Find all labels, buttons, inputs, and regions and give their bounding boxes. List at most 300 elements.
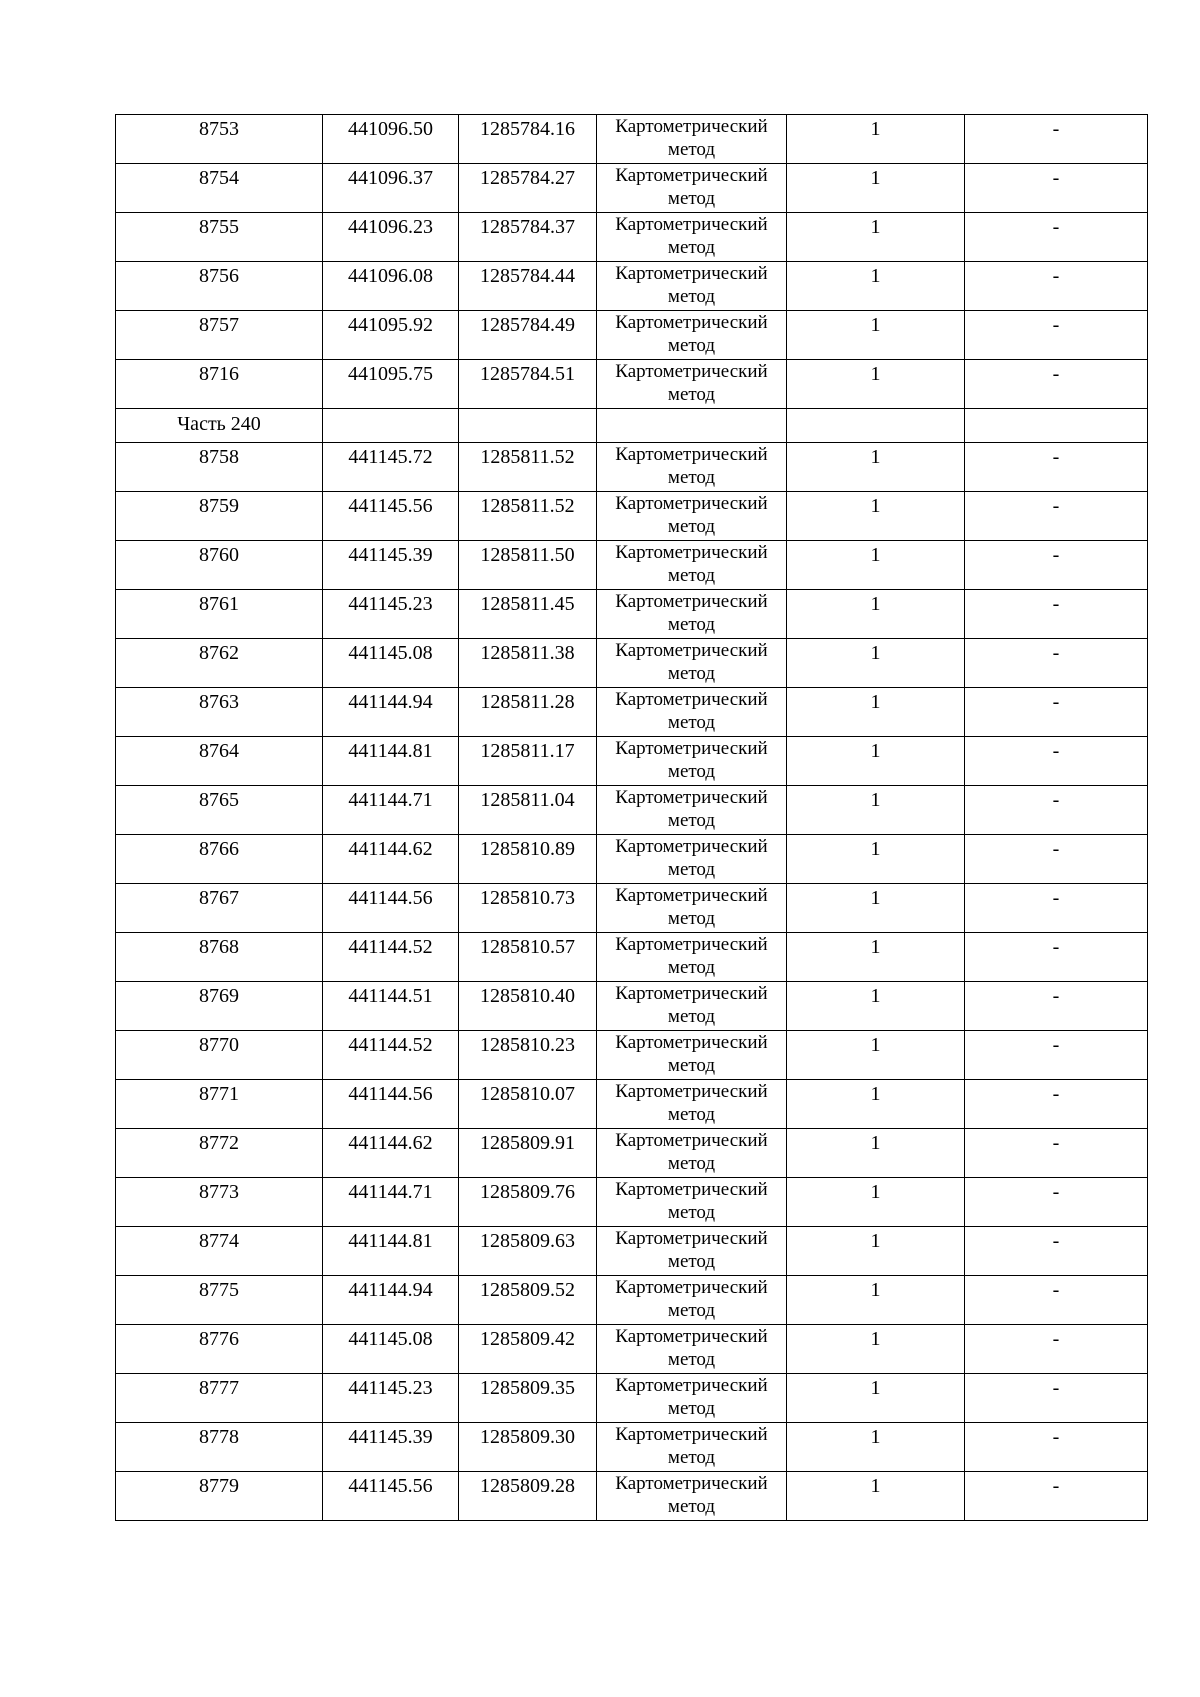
table-row: [116, 443, 1148, 492]
method-cell-value: Картометрический метод: [615, 689, 768, 733]
accuracy-cell-value: 1: [870, 642, 881, 664]
y-coordinate-cell-value: 1285811.45: [480, 593, 575, 615]
point-number-cell: [116, 311, 323, 360]
point-number-cell: [116, 835, 323, 884]
x-coordinate-cell-value: 441145.08: [348, 1328, 433, 1350]
method-cell-value: Картометрический метод: [615, 116, 768, 160]
y-coordinate-cell-value: 1285810.73: [480, 887, 575, 909]
table-row: [116, 1374, 1148, 1423]
method-cell-value: Картометрический метод: [615, 542, 768, 586]
accuracy-cell: [787, 1374, 965, 1423]
point-number-cell-value: 8776: [199, 1328, 239, 1350]
accuracy-cell: [787, 982, 965, 1031]
y-coordinate-cell: [459, 1129, 597, 1178]
point-number-cell-value: 8761: [199, 593, 239, 615]
x-coordinate-cell-value: 441144.71: [348, 789, 433, 811]
table-row: [116, 688, 1148, 737]
method-cell-value: Картометрический метод: [615, 165, 768, 209]
accuracy-cell: [787, 1325, 965, 1374]
x-coordinate-cell-value: 441145.39: [348, 544, 433, 566]
accuracy-cell-value: 1: [870, 1181, 881, 1203]
note-cell-value: -: [1052, 593, 1060, 615]
x-coordinate-cell-value: 441144.62: [348, 1132, 433, 1154]
table-row: [116, 884, 1148, 933]
table-row: [116, 1276, 1148, 1325]
x-coordinate-cell: [323, 1276, 459, 1325]
point-number-cell-value: 8767: [199, 887, 239, 909]
method-cell-value: Картометрический метод: [615, 1179, 768, 1223]
x-coordinate-cell-value: 441096.37: [348, 167, 433, 189]
accuracy-cell-value: 1: [870, 1377, 881, 1399]
point-number-cell: [116, 933, 323, 982]
method-cell-value: Картометрический метод: [615, 738, 768, 782]
point-number-cell-value: 8766: [199, 838, 239, 860]
x-coordinate-cell: [323, 1472, 459, 1521]
note-cell-value: -: [1052, 1279, 1060, 1301]
table-row: [116, 213, 1148, 262]
note-cell: [965, 541, 1148, 590]
point-number-cell-value: 8769: [199, 985, 239, 1007]
point-number-cell: [116, 1129, 323, 1178]
method-cell-value: Картометрический метод: [615, 1473, 768, 1517]
section-label-cell: [116, 409, 323, 443]
point-number-cell: [116, 590, 323, 639]
x-coordinate-cell: [323, 884, 459, 933]
y-coordinate-cell-value: 1285810.23: [480, 1034, 575, 1056]
x-coordinate-cell: [323, 164, 459, 213]
note-cell: [965, 639, 1148, 688]
method-cell: [597, 933, 787, 982]
y-coordinate-cell: [459, 311, 597, 360]
accuracy-cell-value: 1: [870, 1475, 881, 1497]
accuracy-cell: [787, 1472, 965, 1521]
note-cell-value: -: [1052, 1377, 1060, 1399]
x-coordinate-cell-value: 441145.56: [348, 1475, 433, 1497]
point-number-cell: [116, 1178, 323, 1227]
y-coordinate-cell: [459, 639, 597, 688]
note-cell-value: -: [1052, 1034, 1060, 1056]
accuracy-cell: [787, 786, 965, 835]
y-coordinate-cell: [459, 164, 597, 213]
note-cell-value: -: [1052, 1328, 1060, 1350]
method-cell: [597, 360, 787, 409]
accuracy-cell: [787, 1276, 965, 1325]
method-cell-value: Картометрический метод: [615, 263, 768, 307]
note-cell-value: -: [1052, 1230, 1060, 1252]
x-coordinate-cell-value: 441145.08: [348, 642, 433, 664]
x-coordinate-cell-value: 441144.56: [348, 1083, 433, 1105]
x-coordinate-cell-value: 441145.56: [348, 495, 433, 517]
accuracy-cell-value: 1: [870, 216, 881, 238]
y-coordinate-cell: [459, 213, 597, 262]
method-cell-value: Картометрический метод: [615, 934, 768, 978]
accuracy-cell-value: 1: [870, 544, 881, 566]
method-cell: [597, 492, 787, 541]
y-coordinate-cell-value: 1285784.37: [480, 216, 575, 238]
table-row: [116, 541, 1148, 590]
table-row: [116, 590, 1148, 639]
accuracy-cell-value: 1: [870, 936, 881, 958]
y-coordinate-cell-value: 1285810.40: [480, 985, 575, 1007]
y-coordinate-cell-value: 1285811.38: [480, 642, 575, 664]
method-cell: [597, 1472, 787, 1521]
note-cell-value: -: [1052, 936, 1060, 958]
y-coordinate-cell-value: 1285811.50: [480, 544, 575, 566]
method-cell: [597, 213, 787, 262]
accuracy-cell: [787, 1031, 965, 1080]
point-number-cell-value: 8755: [199, 216, 239, 238]
point-number-cell-value: 8754: [199, 167, 239, 189]
y-coordinate-cell: [459, 1178, 597, 1227]
x-coordinate-cell: [323, 982, 459, 1031]
note-cell: [965, 1374, 1148, 1423]
accuracy-cell-value: 1: [870, 985, 881, 1007]
x-coordinate-cell: [323, 541, 459, 590]
y-coordinate-cell: [459, 1423, 597, 1472]
x-coordinate-cell-value: 441144.94: [348, 691, 433, 713]
y-coordinate-cell: [459, 1276, 597, 1325]
note-cell: [965, 835, 1148, 884]
method-cell-value: Картометрический метод: [615, 1375, 768, 1419]
accuracy-cell-value: 1: [870, 838, 881, 860]
point-number-cell-value: 8774: [199, 1230, 239, 1252]
x-coordinate-cell: [323, 688, 459, 737]
x-coordinate-cell: [323, 115, 459, 164]
note-cell-value: -: [1052, 985, 1060, 1007]
method-cell-value: Картометрический метод: [615, 1277, 768, 1321]
method-cell-value: Картометрический метод: [615, 591, 768, 635]
note-cell: [965, 213, 1148, 262]
y-coordinate-cell: [459, 737, 597, 786]
method-cell: [597, 1325, 787, 1374]
method-cell: [597, 164, 787, 213]
table-row: [116, 786, 1148, 835]
point-number-cell: [116, 213, 323, 262]
y-coordinate-cell-value: 1285809.30: [480, 1426, 575, 1448]
y-coordinate-cell-value: 1285784.49: [480, 314, 575, 336]
method-cell-value: Картометрический метод: [615, 214, 768, 258]
x-coordinate-cell-value: 441144.94: [348, 1279, 433, 1301]
note-cell-value: -: [1052, 265, 1060, 287]
note-cell: [965, 737, 1148, 786]
x-coordinate-cell: [323, 1423, 459, 1472]
point-number-cell-value: 8762: [199, 642, 239, 664]
accuracy-cell-value: 1: [870, 593, 881, 615]
note-cell: [965, 443, 1148, 492]
accuracy-cell: [787, 360, 965, 409]
note-cell: [965, 311, 1148, 360]
table-row: [116, 115, 1148, 164]
x-coordinate-cell: [323, 1178, 459, 1227]
accuracy-cell-value: 1: [870, 314, 881, 336]
y-coordinate-cell: [459, 1031, 597, 1080]
accuracy-cell: [787, 115, 965, 164]
x-coordinate-cell-value: 441095.75: [348, 363, 433, 385]
empty-cell: [787, 409, 965, 443]
note-cell: [965, 1325, 1148, 1374]
note-cell-value: -: [1052, 1426, 1060, 1448]
section-row: [116, 409, 1148, 443]
y-coordinate-cell-value: 1285784.27: [480, 167, 575, 189]
table-row: [116, 1129, 1148, 1178]
point-number-cell: [116, 1374, 323, 1423]
table-row: [116, 164, 1148, 213]
method-cell-value: Картометрический метод: [615, 1081, 768, 1125]
accuracy-cell-value: 1: [870, 789, 881, 811]
x-coordinate-cell: [323, 443, 459, 492]
y-coordinate-cell-value: 1285811.17: [480, 740, 575, 762]
accuracy-cell: [787, 1080, 965, 1129]
accuracy-cell-value: 1: [870, 446, 881, 468]
method-cell: [597, 982, 787, 1031]
note-cell-value: -: [1052, 167, 1060, 189]
x-coordinate-cell-value: 441096.08: [348, 265, 433, 287]
accuracy-cell-value: 1: [870, 1034, 881, 1056]
accuracy-cell: [787, 639, 965, 688]
y-coordinate-cell: [459, 443, 597, 492]
x-coordinate-cell-value: 441144.62: [348, 838, 433, 860]
note-cell: [965, 1080, 1148, 1129]
point-number-cell-value: 8773: [199, 1181, 239, 1203]
accuracy-cell: [787, 688, 965, 737]
method-cell: [597, 115, 787, 164]
y-coordinate-cell-value: 1285811.52: [480, 446, 575, 468]
point-number-cell: [116, 262, 323, 311]
method-cell-value: Картометрический метод: [615, 1032, 768, 1076]
accuracy-cell: [787, 492, 965, 541]
x-coordinate-cell: [323, 262, 459, 311]
y-coordinate-cell: [459, 688, 597, 737]
accuracy-cell-value: 1: [870, 1083, 881, 1105]
method-cell-value: Картометрический метод: [615, 787, 768, 831]
note-cell-value: -: [1052, 216, 1060, 238]
note-cell: [965, 164, 1148, 213]
accuracy-cell: [787, 1227, 965, 1276]
method-cell: [597, 884, 787, 933]
x-coordinate-cell: [323, 213, 459, 262]
method-cell-value: Картометрический метод: [615, 640, 768, 684]
y-coordinate-cell-value: 1285784.16: [480, 118, 575, 140]
y-coordinate-cell: [459, 360, 597, 409]
x-coordinate-cell-value: 441145.23: [348, 1377, 433, 1399]
note-cell: [965, 590, 1148, 639]
note-cell-value: -: [1052, 446, 1060, 468]
section-label: Часть 240: [177, 413, 261, 435]
note-cell: [965, 1031, 1148, 1080]
table-row: [116, 982, 1148, 1031]
x-coordinate-cell-value: 441095.92: [348, 314, 433, 336]
method-cell-value: Картометрический метод: [615, 1130, 768, 1174]
note-cell: [965, 933, 1148, 982]
note-cell-value: -: [1052, 363, 1060, 385]
method-cell-value: Картометрический метод: [615, 493, 768, 537]
y-coordinate-cell-value: 1285810.57: [480, 936, 575, 958]
note-cell-value: -: [1052, 642, 1060, 664]
note-cell: [965, 1423, 1148, 1472]
point-number-cell: [116, 115, 323, 164]
method-cell: [597, 835, 787, 884]
y-coordinate-cell-value: 1285809.91: [480, 1132, 575, 1154]
x-coordinate-cell-value: 441096.50: [348, 118, 433, 140]
point-number-cell-value: 8765: [199, 789, 239, 811]
note-cell: [965, 688, 1148, 737]
x-coordinate-cell-value: 441145.72: [348, 446, 433, 468]
y-coordinate-cell: [459, 541, 597, 590]
y-coordinate-cell-value: 1285810.89: [480, 838, 575, 860]
x-coordinate-cell: [323, 1374, 459, 1423]
note-cell-value: -: [1052, 740, 1060, 762]
y-coordinate-cell-value: 1285811.52: [480, 495, 575, 517]
point-number-cell: [116, 360, 323, 409]
y-coordinate-cell: [459, 590, 597, 639]
x-coordinate-cell-value: 441144.81: [348, 1230, 433, 1252]
point-number-cell-value: 8753: [199, 118, 239, 140]
y-coordinate-cell: [459, 1374, 597, 1423]
note-cell: [965, 115, 1148, 164]
point-number-cell-value: 8760: [199, 544, 239, 566]
method-cell-value: Картометрический метод: [615, 1228, 768, 1272]
note-cell-value: -: [1052, 691, 1060, 713]
point-number-cell: [116, 1227, 323, 1276]
method-cell-value: Картометрический метод: [615, 983, 768, 1027]
point-number-cell: [116, 786, 323, 835]
y-coordinate-cell-value: 1285809.42: [480, 1328, 575, 1350]
table-body: [116, 115, 1148, 1521]
y-coordinate-cell-value: 1285811.28: [480, 691, 575, 713]
accuracy-cell: [787, 443, 965, 492]
accuracy-cell-value: 1: [870, 691, 881, 713]
point-number-cell: [116, 492, 323, 541]
method-cell: [597, 639, 787, 688]
method-cell: [597, 1031, 787, 1080]
accuracy-cell: [787, 737, 965, 786]
note-cell-value: -: [1052, 118, 1060, 140]
y-coordinate-cell: [459, 262, 597, 311]
method-cell-value: Картометрический метод: [615, 361, 768, 405]
x-coordinate-cell-value: 441144.52: [348, 1034, 433, 1056]
table-row: [116, 1423, 1148, 1472]
point-number-cell: [116, 1423, 323, 1472]
method-cell-value: Картометрический метод: [615, 836, 768, 880]
x-coordinate-cell: [323, 590, 459, 639]
point-number-cell: [116, 688, 323, 737]
y-coordinate-cell-value: 1285810.07: [480, 1083, 575, 1105]
table-row: [116, 1472, 1148, 1521]
x-coordinate-cell-value: 441144.52: [348, 936, 433, 958]
accuracy-cell: [787, 835, 965, 884]
empty-cell: [459, 409, 597, 443]
method-cell-value: Картометрический метод: [615, 312, 768, 356]
method-cell: [597, 311, 787, 360]
point-number-cell: [116, 164, 323, 213]
method-cell-value: Картометрический метод: [615, 1424, 768, 1468]
note-cell-value: -: [1052, 1132, 1060, 1154]
y-coordinate-cell: [459, 884, 597, 933]
point-number-cell-value: 8768: [199, 936, 239, 958]
accuracy-cell-value: 1: [870, 118, 881, 140]
y-coordinate-cell: [459, 933, 597, 982]
method-cell: [597, 786, 787, 835]
empty-cell: [965, 409, 1148, 443]
x-coordinate-cell: [323, 311, 459, 360]
point-number-cell: [116, 737, 323, 786]
note-cell-value: -: [1052, 1475, 1060, 1497]
note-cell: [965, 786, 1148, 835]
x-coordinate-cell: [323, 639, 459, 688]
x-coordinate-cell-value: 441145.23: [348, 593, 433, 615]
method-cell: [597, 1276, 787, 1325]
accuracy-cell: [787, 262, 965, 311]
empty-cell: [323, 409, 459, 443]
accuracy-cell: [787, 1423, 965, 1472]
accuracy-cell: [787, 213, 965, 262]
accuracy-cell: [787, 933, 965, 982]
point-number-cell-value: 8757: [199, 314, 239, 336]
note-cell: [965, 262, 1148, 311]
note-cell-value: -: [1052, 1083, 1060, 1105]
y-coordinate-cell-value: 1285809.52: [480, 1279, 575, 1301]
point-number-cell-value: 8771: [199, 1083, 239, 1105]
y-coordinate-cell: [459, 1227, 597, 1276]
accuracy-cell-value: 1: [870, 495, 881, 517]
accuracy-cell-value: 1: [870, 1230, 881, 1252]
x-coordinate-cell-value: 441145.39: [348, 1426, 433, 1448]
method-cell: [597, 590, 787, 639]
method-cell: [597, 1178, 787, 1227]
table-row: [116, 639, 1148, 688]
point-number-cell-value: 8775: [199, 1279, 239, 1301]
accuracy-cell-value: 1: [870, 1426, 881, 1448]
y-coordinate-cell-value: 1285809.28: [480, 1475, 575, 1497]
table-row: [116, 933, 1148, 982]
accuracy-cell: [787, 541, 965, 590]
point-number-cell-value: 8772: [199, 1132, 239, 1154]
y-coordinate-cell-value: 1285784.44: [480, 265, 575, 287]
point-number-cell: [116, 443, 323, 492]
point-number-cell-value: 8777: [199, 1377, 239, 1399]
x-coordinate-cell: [323, 360, 459, 409]
method-cell: [597, 1423, 787, 1472]
point-number-cell: [116, 884, 323, 933]
point-number-cell-value: 8764: [199, 740, 239, 762]
point-number-cell: [116, 541, 323, 590]
note-cell: [965, 1227, 1148, 1276]
method-cell: [597, 688, 787, 737]
table-row: [116, 1080, 1148, 1129]
table-row: [116, 1031, 1148, 1080]
method-cell: [597, 443, 787, 492]
x-coordinate-cell: [323, 835, 459, 884]
point-number-cell-value: 8756: [199, 265, 239, 287]
point-number-cell: [116, 1276, 323, 1325]
y-coordinate-cell: [459, 786, 597, 835]
note-cell: [965, 1472, 1148, 1521]
point-number-cell-value: 8770: [199, 1034, 239, 1056]
method-cell: [597, 1374, 787, 1423]
note-cell: [965, 1129, 1148, 1178]
note-cell-value: -: [1052, 789, 1060, 811]
table-row: [116, 311, 1148, 360]
y-coordinate-cell-value: 1285811.04: [480, 789, 575, 811]
x-coordinate-cell: [323, 492, 459, 541]
note-cell-value: -: [1052, 838, 1060, 860]
accuracy-cell-value: 1: [870, 167, 881, 189]
note-cell: [965, 982, 1148, 1031]
accuracy-cell-value: 1: [870, 1279, 881, 1301]
note-cell-value: -: [1052, 1181, 1060, 1203]
y-coordinate-cell-value: 1285809.63: [480, 1230, 575, 1252]
accuracy-cell-value: 1: [870, 265, 881, 287]
